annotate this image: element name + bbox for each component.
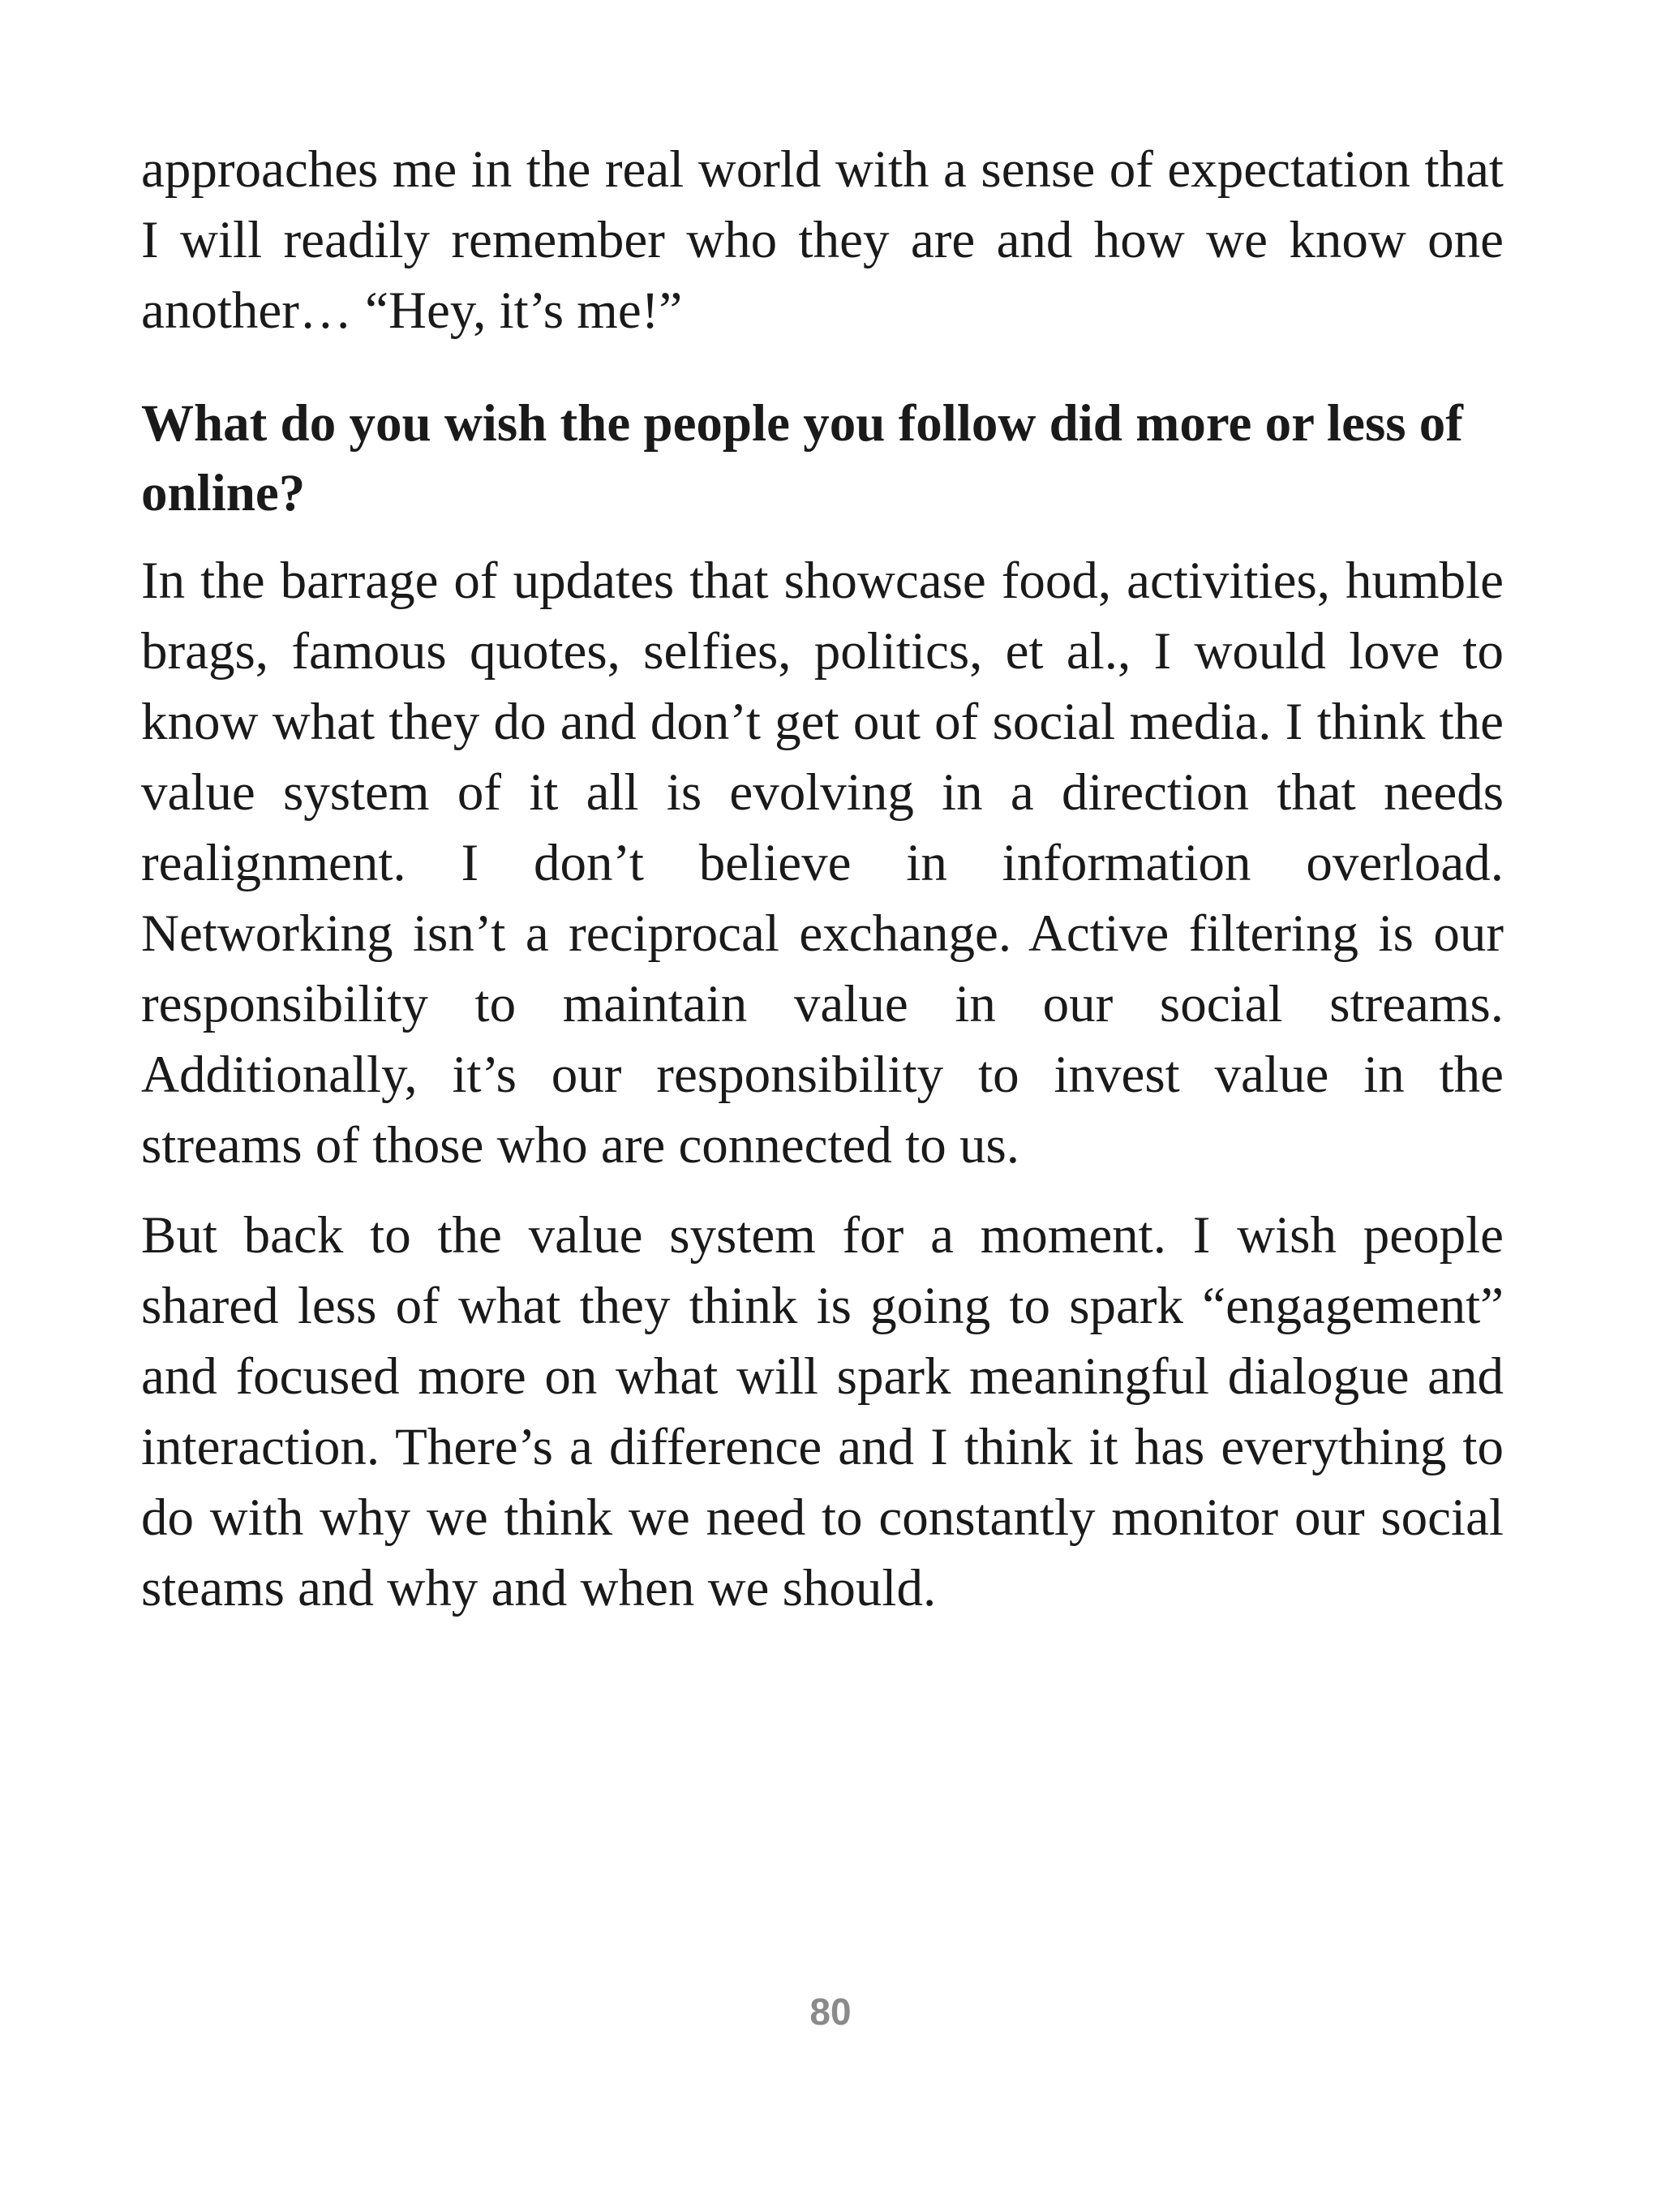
answer-paragraph-2: But back to the value system for a moment. I wish people shared less of what they think is going to spark “engagement” and focused more on what will spark meaningful dialogue and interaction. There’s a difference and I think it has everything to do with why we think we need to constantly monitor our social steams and why and when we should. (141, 1206, 1504, 1617)
intro-paragraph: approaches me in the real world with a sense of expectation that I will readily remember who they are and how we know one another… “Hey, it’s me!” (141, 140, 1504, 340)
answer-paragraph-1: In the barrage of updates that showcase food, activities, humble brags, famous quotes, selfies, politics, et al., I would love to know what they do and don’t get out of social media. I think the value system of it all is evolving in a direction that needs realignment. I don’t believe in information overload. Networking isn’t a reciprocal exchange. Active filtering is our responsibility to maintain value in our social streams. Additionally, it’s our responsibility to invest value in the streams of those who are connected to us. (141, 552, 1504, 1175)
interview-question: What do you wish the people you follow did more or less of online? (141, 394, 1463, 522)
page-body (141, 135, 1504, 1624)
page-number: 80 (809, 1991, 852, 2033)
